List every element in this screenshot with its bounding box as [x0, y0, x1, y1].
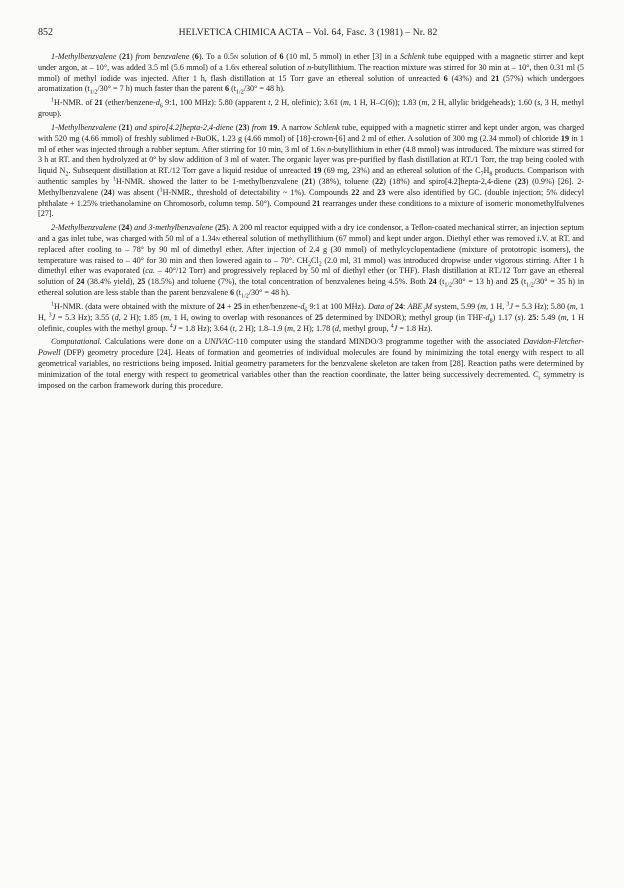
paragraph-computational: Computational. Calculations were done on a UNIVAC-110 computer using the standard MINDO/3 programme together with the associated Davidon-Fletcher-Powell (DFP) geometry procedure [24]. Heats of formation and geometries of individual molecules are found by minimizing the total energy with respect to all geometrical variables, no restrictions being imposed. Initial geometry parameters for the benzvalene skeleton are taken from [28]. Reaction paths were determined by minimization of the total energy with respect to geometrical variables other than the reaction coordinate, the latter being successively decremented. $C_s$ symmetry is imposed on the carbon framework during this procedure.	[38, 337, 584, 390]
paragraph-21-23-synthesis: 1-Methylbenzvalene (21) and spiro[4.2]hepta-2,4-diene (23) from 19. A narrow Schlenk tube, equipped with a magnetic stirrer and kept under argon, was charged with 520 mg (4.66 mmol) of freshly sublimed t-BuOK, 1.23 g (4.66 mmol) of [18]-crown-[6] and 2 ml of ether. A solution of 300 mg (2.34 mmol) of chloride 19 in 1 ml of ether was injected through a rubber septum. After stirring for 10 min, 3 ml of 1.6n n-butyllithium in ether (4.8 mmol) was introduced. The mixture was stirred for 3 h at RT. and then hydrolyzed at 0° by slow addition of 3 ml of water. The organic layer was pre-purified by flash distillation at RT./1 Torr, the trap being cooled with liquid $N_2$. Subsequent distillation at RT./12 Torr gave a liquid residue of unreacted 19 (69 mg, 23%) and an ethereal solution of the $C_7H_8$ products. Comparison with authentic samples by $^1$H-NMR. showed the latter to be 1-methylbenzvalene (21) (38%), toluene (22) (18%) and spiro[4.2]hepta-2,4-diene (23) (0.9%) [26]. 2-Methylbenzvalene (24) was absent ($^1$H-NMR., threshold of detectability ~ 1%). Compounds 22 and 23 were also identified by GC. (double injection; 5% didecyl phthalate + 1.25% triethanolamine on Chromosorb, column temp. 50°). Compound 21 rearranges under these conditions to a mixture of isomeric monomethylfulvenes [27].	[38, 122, 585, 219]
running-header	[38, 26, 578, 40]
page-number: 852	[38, 27, 53, 38]
paragraph-21-synthesis: 1-Methylbenzvalene (21) from benzvalene (6). To a 0.5n solution of 6 (10 ml, 5 mmol) in ether [3] in a Schlenk tube equipped with a magnetic stirrer and kept under argon, at – 10°, was added 3.5 ml (5.6 mmol) of a 1.6n ethereal solution of n-butyllithium. The reaction mixture was stirred for 30 min at – 10°, then 0.31 ml (5 mmol) of methyl iodide was injected. After 1 h, flash distillation at 15 Torr gave an ethereal solution of unreacted 6 (43%) and 21 (57%) which undergoes aromatization ($t_{1/2}/30^\circ = 7$ h) much faster than the parent 6 ($t_{1/2}/30^\circ = 48$ h).	[38, 52, 584, 97]
paragraph-24-25-synthesis: 2-Methylbenzvalene (24) and 3-methylbenzvalene (25). A 200 ml reactor equipped with a dry ice condensor, a Teflon-coated mechanical stirrer, an injection septum and a gas inlet tube, was charged with 50 ml of a 1.34n ethereal solution of methyllithium (67 mmol) and kept under argon. Diethyl ether was removed i.V. at RT. and replaced after cooling to – 78° by 90 ml of dimethyl ether. After injection of 2.4 g (30 mmol) of methylcyclopentadiene (mixture of prototropic isomers), the temperature was raised to – 40° for 30 min and then lowered again to – 70°. $CH_2Cl_2$ (2.0 ml, 31 mmol) was introduced dropwise under vigorous stirring. After 1 h dimethyl ether was evaporated (ca. – 40°/12 Torr) and progressively replaced by 50 ml of diethyl ether (or THF). Flash distillation at RT./12 Torr gave an ethereal solution of 24 (38.4% yield), 25 (18.5%) and toluene (7%), the total concentration of benzvalenes being 4.5%. Both 24 ($t_{1/2}/30^\circ = 13$ h) and 25 ($t_{1/2}/30^\circ = 35$ h) in ethereal solution are less stable than the parent benzvalene 6 ($t_{1/2}/30^\circ = 48$ h).	[38, 223, 585, 300]
paragraph-21-nmr: $^1$H-NMR. of 21 ($ether/benzene-d_6$ 9:1, 100 MHz): 5.80 (apparent t, 2 H, olefinic); 3.61 (m, 1 H, H–C(6)); 1.83 (m, 2 H, allylic bridgeheads); 1.60 (s, 3 H, methyl group).	[38, 97, 584, 119]
body-text	[38, 52, 584, 394]
journal-info: HELVETICA CHIMICA ACTA – Vol. 64, Fasc. 3 (1981) – Nr. 82	[178, 27, 438, 38]
paragraph-24-25-nmr: $^1$H-NMR. (data were obtained with the mixture of 24 + 25 in ether/$benzene-d_6$ 9:1 at 100 MHz). Data of 24: $ABE_2M$ system, 5.99 (m, 1 H, $^3$J = 5.3 Hz); 5.80 (m, 1 H, $^3$J = 5.3 Hz); 3.55 (d, 2 H); 1.85 (m, 1 H, owing to overlap with resonances of 25 determined by INDOR); methyl group (in THF-$d_8$) 1.17 (s). 25: 5.49 (m, 1 H olefinic, couples with the methyl group. $^4$J = 1.8 Hz); 3.64 (t, 2 H); 1.8–1.9 (m, 2 H); 1.78 (d, methyl group, $^4$J = 1.8 Hz).	[38, 301, 585, 333]
